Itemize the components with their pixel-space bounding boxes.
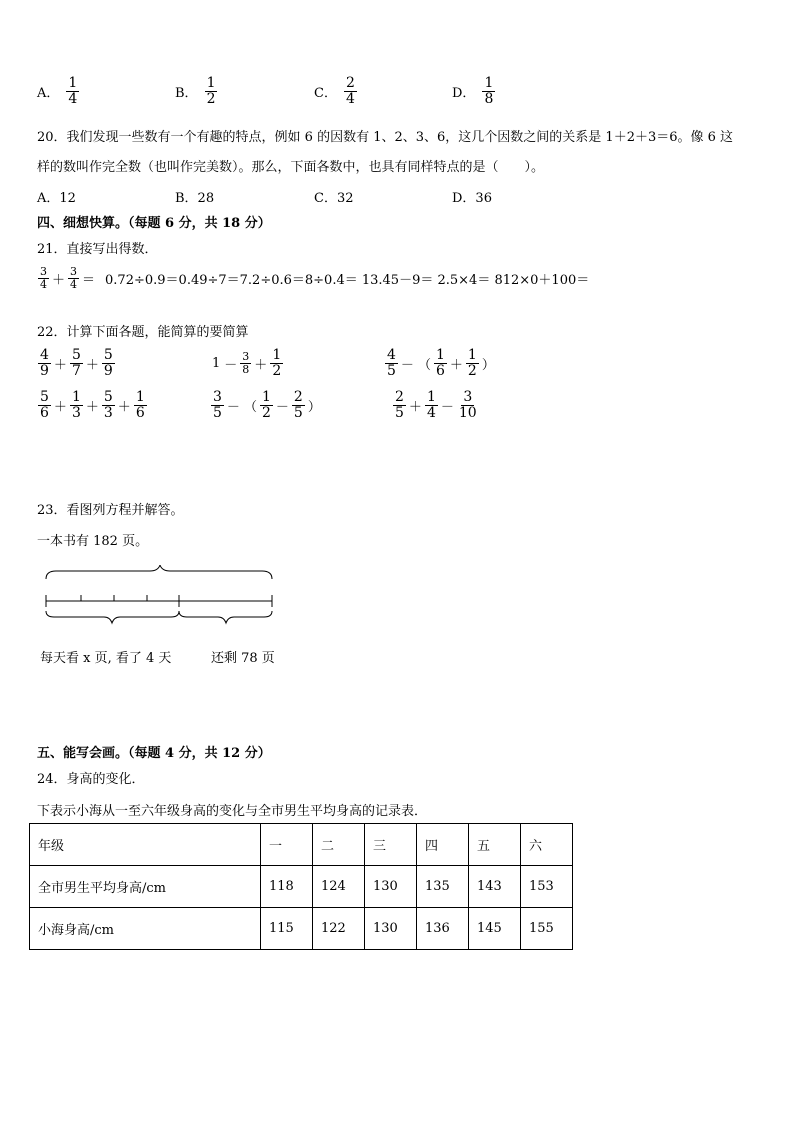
equals-sign: ＝ <box>82 272 96 288</box>
table-cell: 135 <box>417 866 469 908</box>
fraction: $\frac{4}{9}$ <box>40 347 49 379</box>
plus-sign: ＋ <box>52 272 66 288</box>
table-cell: 六 <box>521 824 573 866</box>
q22-title: 22．计算下面各题，能简算的要简算 <box>37 325 249 340</box>
q19-option-d[interactable] <box>452 76 496 106</box>
fraction: $\frac{3}{10}$ <box>458 389 477 421</box>
table-row <box>30 866 573 908</box>
q21-title: 21．直接写出得数． <box>37 242 158 257</box>
fraction: $\frac{3}{4}$ <box>40 265 47 291</box>
table-cell: 115 <box>261 908 313 950</box>
table-cell: 小海身高/cm <box>30 908 261 950</box>
fraction: $\frac{1}{2}$ <box>272 347 282 379</box>
table-cell: 年级 <box>30 824 261 866</box>
fraction: $\frac{1}{2}$ <box>467 347 477 379</box>
q20-option-c[interactable]: C．32 <box>314 191 354 206</box>
option-label: B． <box>175 85 198 101</box>
bottom-brace-right <box>179 611 272 623</box>
table-cell: 全市男生平均身高/cm <box>30 866 261 908</box>
fraction: $\frac{3}{8}$ <box>242 350 250 376</box>
q22-expr-3: $\frac{4}{5}$ － （ $\frac{1}{6}$ ＋ $\frac{1}{2}$ ） <box>387 347 495 379</box>
table-cell: 145 <box>469 908 521 950</box>
q22-expr-6: $\frac{2}{5}$ ＋ $\frac{1}{4}$ － $\frac{3}{10}$ <box>395 389 477 421</box>
q20-option-a[interactable]: A．12 <box>37 191 76 206</box>
table-cell: 三 <box>365 824 417 866</box>
q19-option-a[interactable] <box>37 76 80 106</box>
table-cell: 四 <box>417 824 469 866</box>
fraction: $\frac{2}{5}$ <box>293 389 303 421</box>
q20-line2: 样的数叫作完全数（也叫作完美数）。那么，下面各数中，也具有同样特点的是（ ）。 <box>37 160 545 175</box>
fraction: $\frac{1}{6}$ <box>435 347 445 379</box>
table-cell: 153 <box>521 866 573 908</box>
table-cell: 122 <box>313 908 365 950</box>
option-label: A． <box>37 85 60 101</box>
fraction: $\frac{1}{4}$ <box>68 75 78 107</box>
table-header-row <box>30 824 573 866</box>
fraction: $\frac{3}{5}$ <box>213 389 222 421</box>
section5-title: 五、能写会画。（每题 4 分，共 12 分） <box>37 746 271 761</box>
fraction: $\frac{5}{3}$ <box>103 389 113 421</box>
bottom-brace-left <box>46 611 179 623</box>
q22-expr-4: $\frac{5}{6}$ ＋ $\frac{1}{3}$ ＋ $\frac{5}{3}$ ＋ $\frac{1}{6}$ <box>40 389 145 421</box>
q19-option-b[interactable] <box>175 76 218 106</box>
q24-intro: 下表示小海从一至六年级身高的变化与全市男生平均身高的记录表． <box>37 804 428 819</box>
table-cell: 118 <box>261 866 313 908</box>
q20-option-b[interactable]: B．28 <box>175 191 215 206</box>
q24-title: 24．身高的变化． <box>37 772 145 787</box>
fraction: $\frac{1}{3}$ <box>71 389 81 421</box>
q23-label-right: 还剩 78 页 <box>211 651 275 666</box>
table-row <box>30 908 573 950</box>
fraction: $\frac{4}{5}$ <box>387 347 396 379</box>
fraction: $\frac{3}{4}$ <box>70 265 78 291</box>
q20-option-d[interactable]: D．36 <box>452 191 492 206</box>
q20-line1: 20．我们发现一些数有一个有趣的特点，例如 6 的因数有 1、2、3、6，这几个因数之间的关系是 1＋2＋3＝6。像 6 这 <box>37 130 734 145</box>
fraction: $\frac{2}{4}$ <box>345 75 355 107</box>
table-cell: 二 <box>313 824 365 866</box>
q22-expr-5: $\frac{3}{5}$ － （ $\frac{1}{2}$ － $\frac{2}{5}$ ） <box>213 389 321 421</box>
top-brace <box>46 565 272 579</box>
table-cell: 130 <box>365 866 417 908</box>
table-cell: 155 <box>521 908 573 950</box>
fraction: $\frac{2}{5}$ <box>395 389 404 421</box>
fraction: $\frac{1}{2}$ <box>206 75 216 107</box>
table-cell: 124 <box>313 866 365 908</box>
fraction: $\frac{5}{6}$ <box>40 389 49 421</box>
option-label: C． <box>314 85 337 101</box>
table-cell: 五 <box>469 824 521 866</box>
fraction: $\frac{5}{9}$ <box>103 347 113 379</box>
q21-rest: 0.72÷0.9＝0.49÷7＝7.2÷0.6＝8÷0.4＝ 13.45－9＝ 2.5×4＝ 812×0＋100＝ <box>105 272 590 288</box>
height-table <box>29 823 573 950</box>
fraction: $\frac{1}{6}$ <box>135 389 145 421</box>
q22-expr-2: 1 － $\frac{3}{8}$ ＋ $\frac{1}{2}$ <box>212 347 282 379</box>
q23-title: 23．看图列方程并解答。 <box>37 503 184 518</box>
section4-title: 四、细想快算。（每题 6 分，共 18 分） <box>37 216 271 231</box>
option-label: D． <box>452 85 476 101</box>
table-cell: 136 <box>417 908 469 950</box>
q23-intro: 一本书有 182 页。 <box>37 534 149 549</box>
q19-option-c[interactable] <box>314 76 358 106</box>
q23-label-left: 每天看 x 页, 看了 4 天 <box>40 651 172 666</box>
fraction: $\frac{1}{2}$ <box>261 389 271 421</box>
table-cell: 130 <box>365 908 417 950</box>
q22-expr-1: $\frac{4}{9}$ ＋ $\frac{5}{7}$ ＋ $\frac{5}{9}$ <box>40 347 113 379</box>
fraction: $\frac{1}{8}$ <box>484 75 494 107</box>
table-cell: 143 <box>469 866 521 908</box>
q21-expressions <box>37 266 589 290</box>
segment-diagram <box>40 565 280 630</box>
fraction: $\frac{1}{4}$ <box>426 389 436 421</box>
fraction: $\frac{5}{7}$ <box>71 347 81 379</box>
table-cell: 一 <box>261 824 313 866</box>
